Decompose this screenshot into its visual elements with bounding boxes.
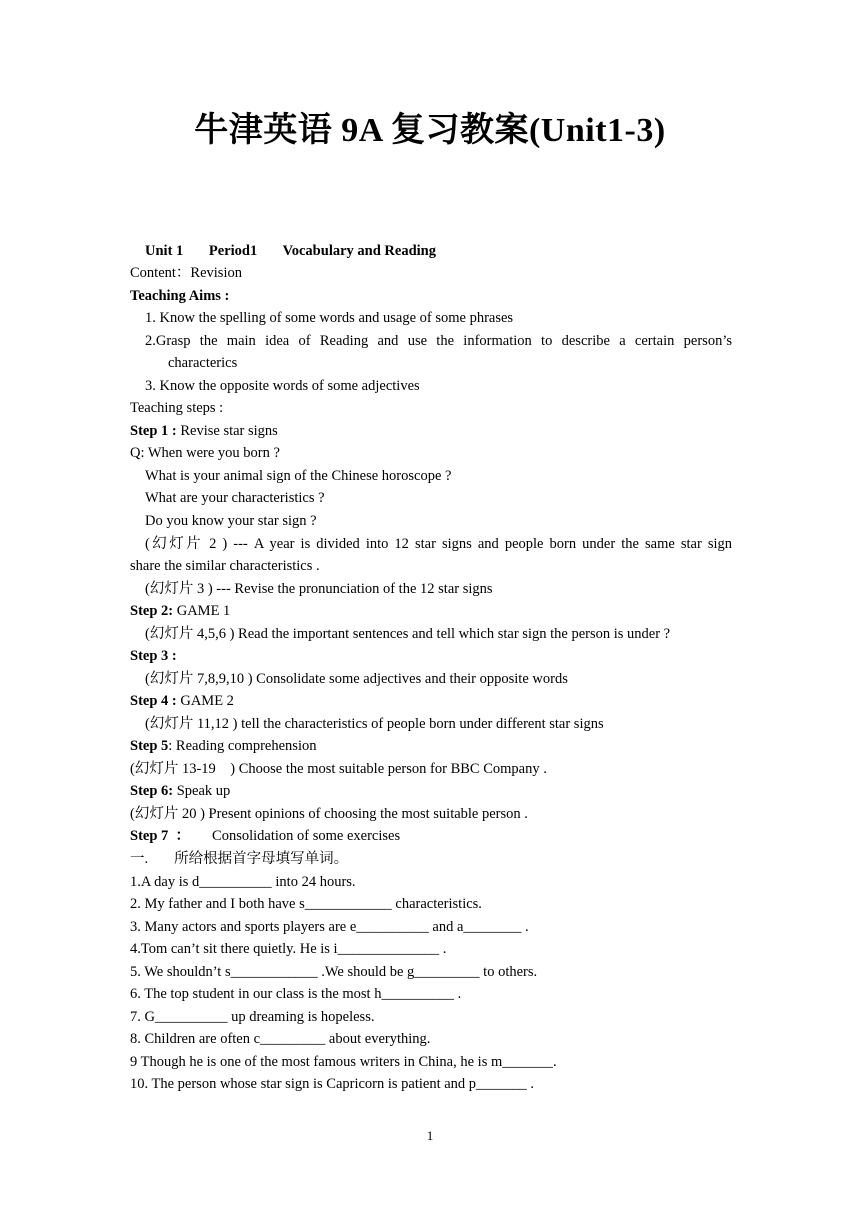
step-text: Speak up [173, 783, 231, 799]
section-instruction: 所给根据首字母填写单词。 [174, 851, 349, 867]
period-label: Period1 [208, 243, 258, 259]
step-1 [130, 420, 732, 443]
question-line: What is your animal sign of the Chinese horoscope ? [145, 468, 452, 484]
step-label: Step 6: [130, 783, 174, 799]
slide-note: (幻灯片 13-19 ) Choose the most suitable person for BBC Company . [130, 761, 547, 777]
question-line: What are your characteristics ? [145, 490, 325, 506]
aim-item: 3. Know the opposite words of some adjectives [145, 378, 420, 394]
step-label: Step 7 ： [130, 828, 191, 844]
exercise-item: 1.A day is d__________ into 24 hours. [130, 874, 356, 890]
exercise-item: 7. G__________ up dreaming is hopeless. [130, 1009, 375, 1025]
step-2 [130, 600, 732, 623]
page-number: 1 [426, 1128, 434, 1143]
aim-item: 1. Know the spelling of some words and usage of some phrases [145, 310, 514, 326]
exercise-item: 6. The top student in our class is the most h__________ . [130, 986, 462, 1002]
teaching-aims-heading: Teaching Aims : [130, 288, 230, 304]
exercise-item: 10. The person whose star sign is Capricorn is patient and p_______ . [130, 1076, 535, 1092]
document-title: 牛津英语 9A 复习教案(Unit1-3) [194, 112, 666, 149]
step-4 [130, 690, 732, 713]
step-label: Step 3 : [130, 648, 177, 664]
step-text: GAME 1 [173, 603, 231, 619]
slide-note: (幻灯片 11,12 ) tell the characteristics of people born under different star signs [145, 716, 604, 732]
step-6 [130, 780, 732, 803]
step-text: GAME 2 [176, 693, 234, 709]
content-line: Content：Revision [130, 265, 242, 281]
step-text: : Reading comprehension [168, 738, 317, 754]
exercise-item: 9 Though he is one of the most famous writers in China, he is m_______. [130, 1054, 557, 1070]
slide-note: (幻灯片 3 ) --- Revise the pronunciation of the 12 star signs [145, 581, 493, 597]
question-line: Do you know your star sign ? [145, 513, 317, 529]
section-heading [130, 848, 732, 871]
slide-note-continued: share the similar characteristics . [130, 558, 320, 574]
step-3 [130, 645, 732, 668]
topic-label: Vocabulary and Reading [282, 243, 436, 259]
step-5 [130, 735, 732, 758]
slide-note: (幻灯片 7,8,9,10 ) Consolidate some adjectives and their opposite words [145, 671, 568, 687]
step-label: Step 1 : [130, 423, 177, 439]
teaching-steps-heading: Teaching steps : [130, 400, 224, 416]
step-label: Step 5 [130, 738, 169, 754]
question-line: Q: When were you born ? [130, 445, 280, 461]
unit-header [145, 240, 732, 263]
exercise-item: 2. My father and I both have s____________ characteristics. [130, 896, 482, 912]
slide-note: (幻灯片 20 ) Present opinions of choosing the most suitable person . [130, 806, 528, 822]
slide-note: (幻灯片 2 ) --- A year is divided into 12 star signs and people born under the same star sign [145, 536, 732, 552]
step-text: Consolidation of some exercises [212, 828, 401, 844]
exercise-item: 4.Tom can’t sit there quietly. He is i______________ . [130, 941, 447, 957]
exercise-item: 5. We shouldn’t s____________ .We should be g_________ to others. [130, 964, 538, 980]
step-label: Step 4 : [130, 693, 177, 709]
section-number: 一. [130, 851, 149, 867]
aim-item: 2.Grasp the main idea of Reading and use the information to describe a certain person’s [145, 333, 732, 349]
step-text: Revise star signs [176, 423, 278, 439]
slide-note: (幻灯片 4,5,6 ) Read the important sentences and tell which star sign the person is under ? [145, 626, 671, 642]
step-7 [130, 825, 732, 848]
unit-label: Unit 1 [145, 243, 184, 259]
exercise-item: 3. Many actors and sports players are e__________ and a________ . [130, 919, 529, 935]
step-label: Step 2: [130, 603, 174, 619]
exercise-item: 8. Children are often c_________ about everything. [130, 1031, 431, 1047]
aim-item-continued: characterics [168, 355, 238, 371]
